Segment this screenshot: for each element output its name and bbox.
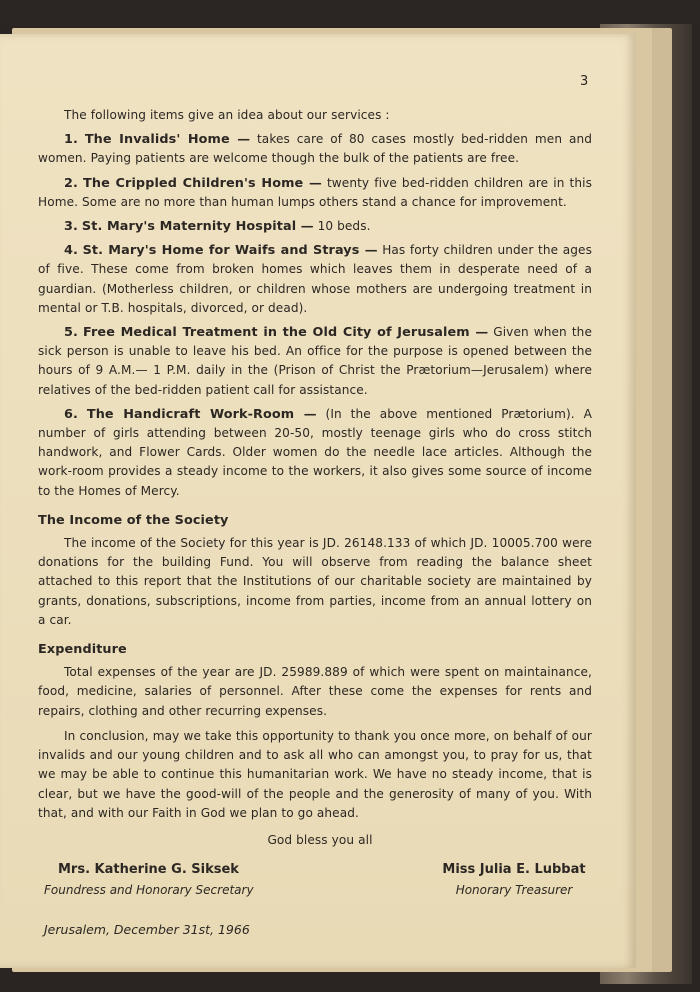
signatory-role: Foundress and Honorary Secretary — [44, 883, 254, 897]
backdrop — [0, 0, 700, 26]
service-item-3 — [38, 217, 592, 236]
item-title: The Handicraft Work-Room — — [86, 406, 317, 422]
income-heading: The Income of the Society — [38, 512, 229, 528]
signatory-name: Miss Julia E. Lubbat — [442, 862, 586, 877]
signatory-role: Honorary Treasurer — [455, 883, 573, 897]
item-text: Given when the sick person is unable to leave his bed. An office for the purpose is opened between the hours of 9 A.M.— 1 P.M. daily in the (Prison of Christ the Prætorium—Jerusalem) where relatives of the bed-ridden patient call for assistance. — [38, 325, 592, 397]
body-text — [38, 106, 592, 850]
service-item-4 — [38, 241, 592, 318]
item-title: The Crippled Children's Home — — [83, 175, 322, 191]
item-text: Has forty children under the ages of five. These come from broken homes which leaves them in desperate need of a guardian. (Motherless children, or children whose mothers are undergoing treatment in mental or T.B. hospitals, divorced, or dead). — [38, 243, 593, 315]
conclusion-paragraph: In conclusion, may we take this opportunity to thank you once more, on behalf of our invalids and our young children and to ask all who can amongst you, to pray for us, that we may be able to continue this humanitarian work. We have no steady income, that is clear, but we have the good-will of the people and the generosity of many of you. With that, and with our Faith in God we plan to go ahead. — [38, 728, 592, 820]
service-item-1 — [38, 130, 592, 168]
expenditure-paragraph: Total expenses of the year are JD. 25989.889 of which were spent on maintainance, food, medicine, salaries of personnel. After these come the expenses for rents and repairs, clothing and other recurring expenses. — [38, 665, 592, 718]
item-title: Free Medical Treatment in the Old City of Jerusalem — — [82, 325, 489, 341]
item-number: 1. — [64, 132, 78, 148]
income-paragraph: The income of the Society for this year is JD. 26148.133 of which JD. 10005.700 were donations for the building Fund. You will observe from reading the balance sheet attached to this report that the Institutions of our charitable society are maintained by grants, donations, subscriptions, income from parties, income from an annual lottery on a car. — [38, 536, 592, 627]
intro-paragraph: The following items give an idea about our services : — [64, 108, 390, 122]
item-text: takes care of 80 cases mostly bed-ridden men and women. Paying patients are welcome though the bulk of the patients are free. — [38, 132, 592, 166]
item-number: 4. — [64, 243, 78, 259]
item-title: The Invalids' Home — — [84, 132, 251, 148]
item-number: 5. — [64, 325, 78, 341]
service-item-6 — [38, 405, 592, 501]
blessing: God bless you all — [267, 832, 373, 847]
page-number: 3 — [580, 74, 589, 89]
signature-left — [44, 860, 304, 900]
item-number: 3. — [64, 219, 78, 235]
item-text: (In the above mentioned Prætorium). A number of girls attending between 20-50, mostly teenage girls who do cross stitch handwork, and Flower Cards. Older women do the needle lace articles. Although the work-room provides a steady income to the workers, it also gives some source of income to the Homes of Mercy. — [38, 406, 592, 498]
signature-right — [414, 860, 614, 900]
item-text: twenty five bed-ridden children are in this Home. Some are no more than human lumps others stand a chance for improvement. — [38, 175, 593, 209]
item-title: St. Mary's Maternity Hospital — — [81, 219, 314, 235]
document-page — [0, 34, 636, 968]
place-and-date: Jerusalem, December 31st, 1966 — [44, 922, 250, 937]
signatory-name: Mrs. Katherine G. Siksek — [58, 862, 239, 877]
expenditure-heading: Expenditure — [38, 642, 127, 658]
item-number: 2. — [64, 175, 78, 191]
service-item-2 — [38, 174, 592, 212]
service-item-5 — [38, 323, 592, 400]
item-number: 6. — [64, 406, 78, 422]
item-text: 10 beds. — [313, 219, 371, 234]
item-title: St. Mary's Home for Waifs and Strays — — [82, 243, 378, 259]
